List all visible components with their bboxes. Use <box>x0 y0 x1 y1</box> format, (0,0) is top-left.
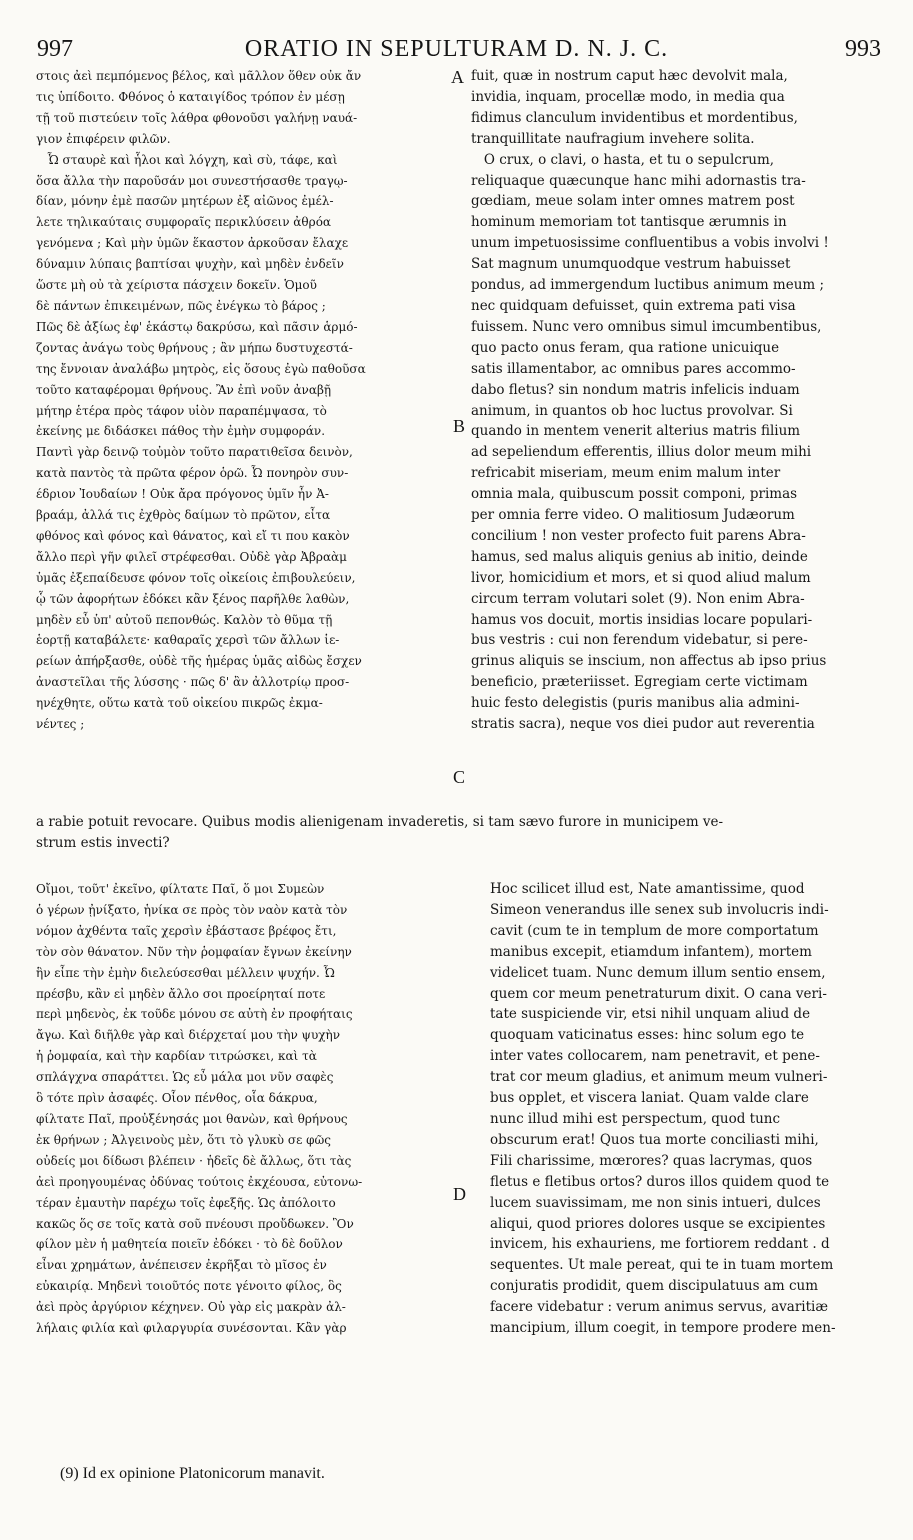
running-header <box>0 34 913 64</box>
running-title: ORATIO IN SEPULTURAM D. N. J. C. <box>244 36 669 62</box>
footnote: (9) Id ex opinione Platonicorum manavit. <box>60 1465 325 1482</box>
section-marker-c: C <box>453 767 466 787</box>
page-number-left: 997 <box>37 36 73 62</box>
section-marker-b: B <box>453 416 466 436</box>
latin-spanning-text: a rabie potuit revocare. Quibus modis alienigenam invaderetis, si tam sævo furore in municipem ve- strum estis invecti? <box>36 814 724 851</box>
greek-column-top: στοις ἀεὶ πεμπόμενος βέλος, καὶ μᾶλλον ὅθεν οὐκ ἄν τις ὑπίδοιτο. Φθόνος ὁ καταιγίδος τρόπον ἐν μέσῃ τῇ τοῦ πιστεύειν τοῖς λάθρα φθονοῦσι γαλήνῃ ναυά- γιον ἐπιφέρειν φιλῶν. Ὦ σταυρὲ καὶ ἧλοι καὶ λόγχη, καὶ σὺ, τάφε, καὶ ὅσα ἄλλα τὴν παροῦσάν μοι συνεστήσασθε τραγῳ- δίαν, μόνην ἐμὲ πασῶν μητέρων ἐξ αἰῶνος ἐμέλ- λετε τηλικαύταις συμφοραῖς περικλύσειν ἀθρόα γενόμενα ; Καὶ μὴν ὑμῶν ἕκαστον ἀρκοῦσαν ἔλαχε δύναμιν λύπαις βαπτίσαι ψυχὴν, καὶ μηδὲν ἐνδεῖν ὥστε μὴ οὐ τὰ χείριστα πάσχειν δοκεῖν. Ὁμοῦ δὲ πάντων ἐπικειμένων, πῶς ἐνέγκω τὸ βάρος ; Πῶς δὲ ἀξίως ἐφ' ἑκάστῳ δακρύσω, καὶ πᾶσιν ἁρμό- ζοντας ἀνάγω τοὺς θρήνους ; ἂν μήπω δυστυχεστά- της ἔννοιαν ἀναλάβω μητρὸς, εἰς ὅσους ἐγὼ παθοῦσα τοῦτο καταφέρομαι θρήνους. Ἂν ἐπὶ νοῦν ἀναβῇ μήτηρ ἑτέρα πρὸς τάφον υἱὸν παραπέμψασα, τὸ ἐκείνης με διδάσκει πάθος τὴν ἐμὴν συμφοράν. Παντὶ γὰρ δεινῷ τοὐμὸν τοῦτο παρατιθεῖσα δεινὸν, κατὰ παντὸς τὰ πρῶτα φέρον ὁρῶ. Ὦ πονηρὸν συν- έδριον Ἰουδαίων ! Οὐκ ἄρα πρόγονος ὑμῖν ἦν Ἀ- βραάμ, ἀλλά τις ἐχθρὸς δαίμων τὸ πρῶτον, εἶτα φθόνος καὶ φόνος καὶ θάνατος, καὶ εἴ τι που κακὸν ἄλλο περὶ γῆν φιλεῖ στρέφεσθαι. Οὐδὲ γὰρ Ἀβραὰμ ὑμᾶς ἐξεπαίδευσε φόνον τοῖς οἰκείοις ἐπιβουλεύειν, ᾧ τῶν ἀφορήτων ἐδόκει κἂν ξένος παρῆλθε λαθὼν, μηδὲν εὖ ὑπ' αὐτοῦ πεπονθώς. Καλὸν τὸ θῦμα τῇ ἑορτῇ καταβάλετε· καθαραῖς χερσὶ τῶν ἄλλων ἱε- ρείων ἀπήρξασθε, οὐδὲ τῆς ἡμέρας ὑμᾶς αἰδὼς ἔσχεν ἀναστεῖλαι τῆς λύσσης · πῶς δ' ἂν ἀλλοτρίῳ προσ- ηνέχθητε, οὕτω κατὰ τοῦ οἰκείου πικρῶς ἐκμα- νέντες ; <box>36 69 366 732</box>
latin-column-bottom: Hoc scilicet illud est, Nate amantissime, quod Simeon venerandus ille senex sub involucris indi- cavit (cum te in templum de more comportatum manibus excepit, etiamdum infantem), mortem videlicet tuam. Nunc demum illum sentio ensem, quem cor meum penetraturum dixit. O cana veri- tate suspiciende vir, etsi nihil unquam aliud de quoquam vaticinatus esses: hinc solum ego te inter vates collocarem, nam penetravit, et pene- trat cor meum gladius, et animum meum vulneri- bus opplet, et viscera laniat. Quam valde clare nunc illud mihi est perspectum, quod tunc obscurum erat! Quos tua morte conciliasti mihi, Fili charissime, mœrores? quas lacrymas, quos fletus e fletibus ortos? duros illos quidem quod te lucem suavissimam, me non sinis intueri, dulces aliqui, quod priores dolores usque se excipientes invicem, his exhauriens, me fortiorem reddant . d sequentes. Ut male pereat, qui te in tuam mortem conjuratis prodidit, quem discipulatuus am cum facere videbatur : verum animus servus, avaritiæ mancipium, illum coegit, in tempore prodere men- <box>490 881 836 1337</box>
greek-column-bottom: Οἴμοι, τοῦτ' ἐκεῖνο, φίλτατε Παῖ, ὅ μοι Συμεὼν ὁ γέρων ᾐνίξατο, ἡνίκα σε πρὸς τὸν ναὸν κατὰ τὸν νόμον ἀχθέντα ταῖς χερσὶν ἐβάστασε βρέφος ἔτι, τὸν σὸν θάνατον. Νῦν τὴν ῥομφαίαν ἔγνων ἐκείνην ἣν εἶπε τὴν ἐμὴν διελεύσεσθαι μέλλειν ψυχήν. Ὦ πρέσβυ, κἂν εἰ μηδὲν ἄλλο σοι προείρηταί ποτε περὶ μηδενὸς, ἐκ τοῦδε μόνου σε αὐτὴ ἐν προφήταις ἄγω. Καὶ διῆλθε γὰρ καὶ διέρχεταί μου τὴν ψυχὴν ἡ ῥομφαία, καὶ τὴν καρδίαν τιτρώσκει, καὶ τὰ σπλάγχνα σπαράττει. Ὡς εὖ μάλα μοι νῦν σαφὲς ὃ τότε πρὶν ἀσαφές. Οἷον πένθος, οἷα δάκρυα, φίλτατε Παῖ, προὐξένησάς μοι θανὼν, καὶ θρήνους ἐκ θρήνων ; Ἀλγεινοὺς μὲν, ὅτι τὸ γλυκὺ σε φῶς οὐδείς μοι δίδωσι βλέπειν · ἡδεῖς δὲ ἄλλως, ὅτι τὰς ἀεὶ προηγουμένας ὀδύνας τούτοις ἐκχέουσα, εὐτονω- τέραν ἐμαυτὴν παρέχω τοῖς ἐφεξῆς. Ὡς ἀπόλοιτο κακῶς ὅς σε τοῖς κατὰ σοῦ πνέουσι προὔδωκεν. Ὃν φίλον μὲν ἡ μαθητεία ποιεῖν ἐδόκει · τὸ δὲ δοῦλον εἶναι χρημάτων, ἀνέπεισεν ἐκρῆξαι τὸ μῖσος ἐν εὐκαιρίᾳ. Μηδενὶ τοιοῦτός ποτε γένοιτο φίλος, ὃς ἀεὶ πρὸς ἀργύριον κέχηνεν. Οὐ γὰρ εἰς μακρὰν ἀλ- λήλαις φιλία καὶ φιλαργυρία συνέσονται. Κἂν γὰρ <box>36 882 363 1336</box>
latin-column-top: fuit, quæ in nostrum caput hæc devolvit mala, invidia, inquam, procellæ modo, in media qua fidimus clanculum invidentibus et mordentibus, tranquillitate naufragium invehere solita. O crux, o clavi, o hasta, et tu o sepulcrum, reliquaque quæcunque hanc mihi adornastis tra- gœdiam, meue solam inter omnes matrem post hominum memoriam tot tantisque ærumnis in unum impetuosissime confluentibus a vobis involvi ! Sat magnum unumquodque vestrum habuisset pondus, ad immergendum luctibus animum meum ; nec quidquam defuisset, quin extrema pati visa fuissem. Nunc vero omnibus simul imcumbentibus, quo pacto onus feram, qua ratione unicuique satis illamentabor, ac omnibus pares accommo- dabo fletus? sin nondum matris infelicis induam animum, in quantos ob hoc luctus provolvar. Si quando in mentem venerit alterius matris filium ad sepeliendum efferentis, illius dolor meum mihi refricabit miseriam, meum enim malum inter omnia mala, quibuscum possit componi, primas per omnia ferre video. O malitiosum Judæorum concilium ! non vester profecto fuit parens Abra- hamus, sed malus aliquis genius ab initio, deinde livor, homicidium et mors, et si quod aliud malum circum terram volutari solet (9). Non enim Abra- hamus vos docuit, mortis insidias locare populari- bus vestris : cui non ferendum videbatur, si pere- grinus aliquis se inscium, non affectus ab ipso prius beneficio, præteriisset. Egregiam certe victimam huic festo delegistis (puris manibus alia admini- stratis sacra), neque vos diei pudor aut reverentia <box>471 68 829 733</box>
page-number-right: 993 <box>845 36 881 62</box>
section-marker-d: D <box>453 1184 466 1204</box>
section-marker-a: A <box>451 67 464 87</box>
